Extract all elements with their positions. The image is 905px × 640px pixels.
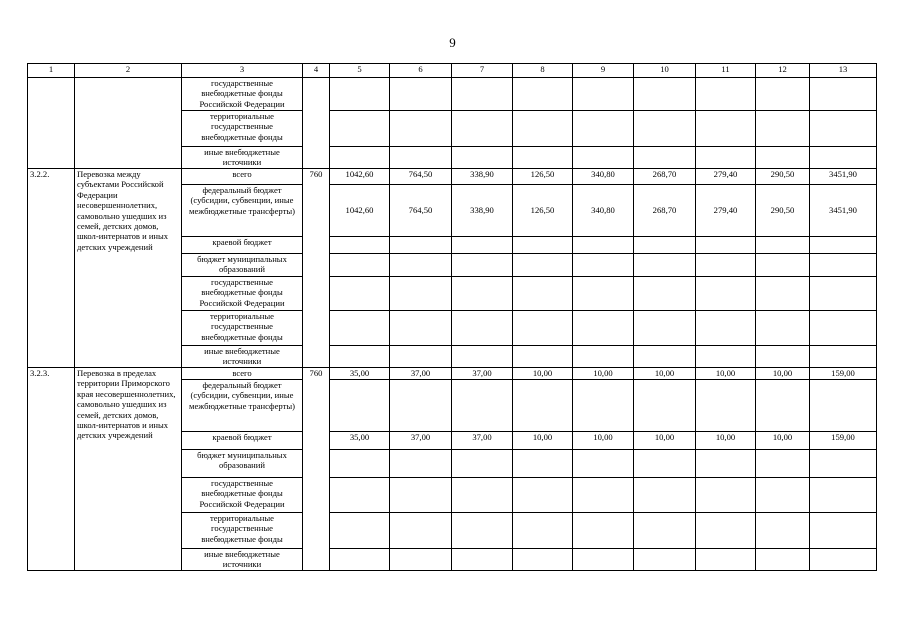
value-cell: 10,00 [696, 432, 756, 450]
value-cell [390, 147, 452, 169]
value-cell [452, 380, 513, 432]
grbs-code-cell: 760 [303, 169, 330, 368]
funding-source-cell: государственные внебюджетные фонды Российской Федерации [182, 277, 303, 311]
value-cell: 37,00 [390, 432, 452, 450]
value-cell [810, 237, 877, 254]
value-cell [390, 513, 452, 549]
value-cell [810, 147, 877, 169]
value-cell [513, 147, 573, 169]
value-cell [330, 78, 390, 111]
table-row [28, 368, 877, 380]
funding-source-cell: бюджет муниципальных образований [182, 450, 303, 478]
value-cell [330, 111, 390, 147]
value-cell [634, 513, 696, 549]
value-cell [573, 254, 634, 277]
value-cell [756, 346, 810, 368]
value-cell: 10,00 [634, 368, 696, 380]
value-cell [810, 549, 877, 571]
value-cell: 340,80 [573, 169, 634, 185]
value-cell [810, 311, 877, 346]
value-cell: 10,00 [573, 432, 634, 450]
value-cell [390, 346, 452, 368]
value-cell [330, 478, 390, 513]
value-cell [756, 513, 810, 549]
value-cell [696, 237, 756, 254]
value-cell [810, 277, 877, 311]
value-cell [696, 346, 756, 368]
value-cell [330, 147, 390, 169]
value-cell [634, 111, 696, 147]
value-cell: 338,90 [452, 169, 513, 185]
value-cell: 10,00 [573, 368, 634, 380]
value-cell: 10,00 [756, 432, 810, 450]
funding-source-cell: территориальные государственные внебюджетные фонды [182, 111, 303, 147]
value-cell: 3451,90 [810, 169, 877, 185]
value-cell: 10,00 [696, 368, 756, 380]
value-cell [452, 78, 513, 111]
column-number-cell: 9 [573, 64, 634, 78]
funding-source-cell: бюджет муниципальных образований [182, 254, 303, 277]
value-cell [696, 254, 756, 277]
value-cell [696, 277, 756, 311]
value-cell [452, 311, 513, 346]
value-cell [573, 513, 634, 549]
item-code-cell [28, 78, 75, 169]
column-number-cell: 3 [182, 64, 303, 78]
value-cell: 268,70 [634, 185, 696, 237]
value-cell [810, 478, 877, 513]
value-cell [634, 380, 696, 432]
value-cell [696, 78, 756, 111]
value-cell: 268,70 [634, 169, 696, 185]
funding-source-cell: всего [182, 169, 303, 185]
value-cell [756, 450, 810, 478]
value-cell [573, 549, 634, 571]
funding-source-cell: иные внебюджетные источники [182, 346, 303, 368]
value-cell [330, 380, 390, 432]
funding-source-cell: краевой бюджет [182, 237, 303, 254]
value-cell [452, 450, 513, 478]
value-cell [634, 311, 696, 346]
value-cell: 10,00 [513, 432, 573, 450]
value-cell [756, 254, 810, 277]
value-cell [452, 478, 513, 513]
table-row [28, 78, 877, 111]
value-cell: 340,80 [573, 185, 634, 237]
value-cell [390, 254, 452, 277]
value-cell [696, 311, 756, 346]
value-cell [513, 111, 573, 147]
value-cell [696, 513, 756, 549]
value-cell [390, 380, 452, 432]
value-cell [756, 111, 810, 147]
item-title-cell: Перевозка между субъектами Российской Федерации несовершеннолетних, самовольно ушедших из семей, детских домов, школ-интернатов и иных детских учреждений [75, 169, 182, 368]
value-cell [452, 513, 513, 549]
value-cell: 290,50 [756, 185, 810, 237]
column-number-cell: 6 [390, 64, 452, 78]
value-cell [696, 478, 756, 513]
value-cell [810, 78, 877, 111]
value-cell [452, 254, 513, 277]
value-cell [513, 254, 573, 277]
value-cell [756, 237, 810, 254]
value-cell [330, 513, 390, 549]
value-cell: 1042,60 [330, 169, 390, 185]
column-number-row [28, 64, 877, 78]
value-cell [810, 254, 877, 277]
value-cell [573, 78, 634, 111]
table-row [28, 169, 877, 185]
value-cell: 1042,60 [330, 185, 390, 237]
value-cell [696, 111, 756, 147]
value-cell [452, 277, 513, 311]
funding-source-cell: всего [182, 368, 303, 380]
value-cell [330, 450, 390, 478]
item-code-cell: 3.2.3. [28, 368, 75, 571]
value-cell [756, 549, 810, 571]
column-number-cell: 4 [303, 64, 330, 78]
value-cell [390, 277, 452, 311]
value-cell [330, 237, 390, 254]
value-cell: 10,00 [634, 432, 696, 450]
column-number-cell: 2 [75, 64, 182, 78]
value-cell [573, 111, 634, 147]
funding-source-cell: федеральный бюджет (субсидии, субвенции, иные межбюджетные трансферты) [182, 380, 303, 432]
value-cell: 37,00 [390, 368, 452, 380]
value-cell [573, 311, 634, 346]
value-cell: 126,50 [513, 169, 573, 185]
value-cell [634, 254, 696, 277]
value-cell [513, 78, 573, 111]
value-cell [390, 478, 452, 513]
value-cell [390, 311, 452, 346]
value-cell [696, 549, 756, 571]
value-cell [756, 147, 810, 169]
column-number-cell: 5 [330, 64, 390, 78]
grbs-code-cell: 760 [303, 368, 330, 571]
value-cell [573, 450, 634, 478]
value-cell: 338,90 [452, 185, 513, 237]
funding-source-cell: государственные внебюджетные фонды Российской Федерации [182, 478, 303, 513]
value-cell [756, 311, 810, 346]
item-title-cell: Перевозка в пределах территории Приморского края несовершеннолетних, самовольно ушедших из семей, детских домов, школ-интернатов и иных детских учреждений [75, 368, 182, 571]
budget-table [27, 63, 877, 571]
value-cell [513, 549, 573, 571]
value-cell [513, 380, 573, 432]
value-cell [390, 111, 452, 147]
value-cell [390, 237, 452, 254]
value-cell [390, 450, 452, 478]
value-cell [634, 237, 696, 254]
value-cell [696, 450, 756, 478]
funding-source-cell: иные внебюджетные источники [182, 147, 303, 169]
value-cell [696, 380, 756, 432]
column-number-cell: 8 [513, 64, 573, 78]
value-cell [390, 78, 452, 111]
funding-source-cell: государственные внебюджетные фонды Российской Федерации [182, 78, 303, 111]
value-cell [513, 346, 573, 368]
value-cell [810, 513, 877, 549]
value-cell [756, 380, 810, 432]
grbs-code-cell [303, 78, 330, 169]
value-cell [810, 380, 877, 432]
value-cell [330, 254, 390, 277]
value-cell [634, 549, 696, 571]
value-cell: 3451,90 [810, 185, 877, 237]
value-cell [810, 450, 877, 478]
value-cell [513, 478, 573, 513]
value-cell [696, 147, 756, 169]
funding-source-cell: иные внебюджетные источники [182, 549, 303, 571]
value-cell [573, 277, 634, 311]
value-cell [573, 478, 634, 513]
value-cell [513, 513, 573, 549]
value-cell [634, 78, 696, 111]
value-cell [810, 346, 877, 368]
value-cell: 279,40 [696, 169, 756, 185]
value-cell [452, 111, 513, 147]
value-cell [513, 277, 573, 311]
value-cell [756, 277, 810, 311]
value-cell: 37,00 [452, 368, 513, 380]
funding-source-cell: территориальные государственные внебюджетные фонды [182, 513, 303, 549]
column-number-cell: 10 [634, 64, 696, 78]
value-cell [634, 277, 696, 311]
value-cell: 10,00 [756, 368, 810, 380]
value-cell [573, 380, 634, 432]
funding-source-cell: федеральный бюджет (субсидии, субвенции, иные межбюджетные трансферты) [182, 185, 303, 237]
value-cell: 279,40 [696, 185, 756, 237]
value-cell [756, 478, 810, 513]
funding-source-cell: краевой бюджет [182, 432, 303, 450]
value-cell [390, 549, 452, 571]
value-cell: 159,00 [810, 432, 877, 450]
value-cell [330, 346, 390, 368]
value-cell [573, 147, 634, 169]
value-cell [452, 147, 513, 169]
value-cell [330, 311, 390, 346]
value-cell: 764,50 [390, 169, 452, 185]
value-cell [756, 78, 810, 111]
value-cell: 290,50 [756, 169, 810, 185]
column-number-cell: 13 [810, 64, 877, 78]
column-number-cell: 7 [452, 64, 513, 78]
value-cell [330, 277, 390, 311]
value-cell: 37,00 [452, 432, 513, 450]
item-title-cell [75, 78, 182, 169]
value-cell [634, 478, 696, 513]
value-cell [634, 450, 696, 478]
value-cell [634, 346, 696, 368]
value-cell [330, 549, 390, 571]
value-cell: 126,50 [513, 185, 573, 237]
funding-source-cell: территориальные государственные внебюджетные фонды [182, 311, 303, 346]
value-cell: 159,00 [810, 368, 877, 380]
value-cell [513, 237, 573, 254]
value-cell [513, 311, 573, 346]
page-number: 9 [449, 35, 456, 50]
value-cell: 764,50 [390, 185, 452, 237]
value-cell: 10,00 [513, 368, 573, 380]
value-cell [573, 346, 634, 368]
value-cell: 35,00 [330, 432, 390, 450]
value-cell [573, 237, 634, 254]
value-cell: 35,00 [330, 368, 390, 380]
column-number-cell: 11 [696, 64, 756, 78]
value-cell [452, 346, 513, 368]
column-number-cell: 12 [756, 64, 810, 78]
column-number-cell: 1 [28, 64, 75, 78]
value-cell [452, 549, 513, 571]
item-code-cell: 3.2.2. [28, 169, 75, 368]
value-cell [513, 450, 573, 478]
value-cell [810, 111, 877, 147]
value-cell [634, 147, 696, 169]
value-cell [452, 237, 513, 254]
